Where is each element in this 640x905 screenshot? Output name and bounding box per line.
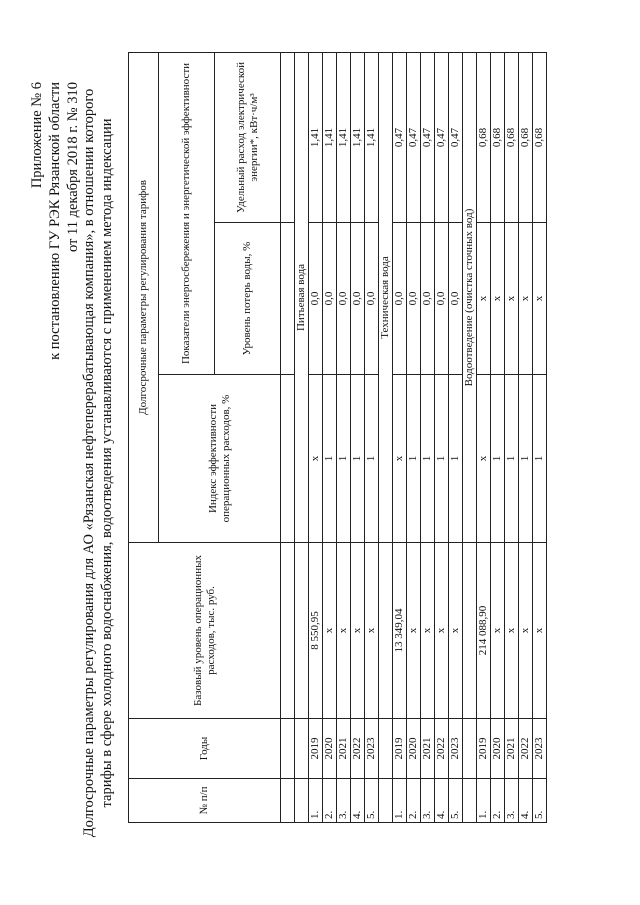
row-year: 2019 <box>309 719 323 779</box>
row-specific-energy: 0,47 <box>435 52 449 222</box>
row-water-loss: x <box>491 223 505 375</box>
row-water-loss: 0,0 <box>435 223 449 375</box>
row-efficiency-index: x <box>393 375 407 543</box>
row-base-cost: x <box>365 543 379 719</box>
row-efficiency-index: x <box>309 375 323 543</box>
table-row <box>337 52 351 822</box>
row-number: 2. <box>491 779 505 823</box>
section-spacer <box>463 543 477 719</box>
row-year: 2021 <box>505 719 519 779</box>
table-row <box>309 52 323 822</box>
row-specific-energy: 1,41 <box>365 52 379 222</box>
header-num: № п/п <box>129 779 281 823</box>
row-water-loss: 0,0 <box>407 223 421 375</box>
table-row <box>477 52 491 822</box>
row-year: 2022 <box>435 719 449 779</box>
row-base-cost: x <box>435 543 449 719</box>
section-title: Техническая вода <box>379 52 393 542</box>
row-efficiency-index: x <box>477 375 491 543</box>
title-line-2: тарифы в сфере холодного водоснабжения, водоотведения устанавливаются с применением метода индексации <box>99 118 115 808</box>
row-efficiency-index: 1 <box>435 375 449 543</box>
section-spacer <box>379 543 393 719</box>
row-number: 4. <box>351 779 365 823</box>
row-specific-energy: 1,41 <box>323 52 337 222</box>
row-water-loss: x <box>505 223 519 375</box>
row-efficiency-index: 1 <box>407 375 421 543</box>
section-row <box>463 52 477 822</box>
section-row <box>295 52 309 822</box>
row-year: 2023 <box>449 719 463 779</box>
table-body <box>295 52 547 822</box>
row-water-loss: 0,0 <box>309 223 323 375</box>
row-water-loss: x <box>533 223 547 375</box>
row-specific-energy: 0,68 <box>505 52 519 222</box>
document-title <box>80 83 116 843</box>
table-row <box>323 52 337 822</box>
row-number: 5. <box>365 779 379 823</box>
header-loss: Уровень потерь воды, % <box>215 223 281 375</box>
row-base-cost: x <box>323 543 337 719</box>
row-year: 2019 <box>393 719 407 779</box>
row-efficiency-index: 1 <box>505 375 519 543</box>
table-row <box>449 52 463 822</box>
row-specific-energy: 0,68 <box>477 52 491 222</box>
row-water-loss: x <box>519 223 533 375</box>
row-efficiency-index: 1 <box>351 375 365 543</box>
section-title: Водоотведение (очистка сточных вод) <box>463 52 477 542</box>
row-base-cost: x <box>491 543 505 719</box>
spacer-cell <box>281 719 295 779</box>
row-specific-energy: 0,47 <box>421 52 435 222</box>
table-row <box>407 52 421 822</box>
row-number: 4. <box>435 779 449 823</box>
table-row <box>491 52 505 822</box>
section-row <box>379 52 393 822</box>
table-row <box>435 52 449 822</box>
title-line-1: Долгосрочные параметры регулирования для АО «Рязанская нефтеперерабатывающая компания», в отношении которого <box>81 88 97 838</box>
header-long-term: Долгосрочные параметры регулирования тарифов <box>129 52 159 542</box>
appendix-block <box>28 82 82 360</box>
header-years: Годы <box>129 719 281 779</box>
row-base-cost: x <box>421 543 435 719</box>
header-index: Индекс эффективности операционных расходов, % <box>159 375 281 543</box>
row-number: 4. <box>519 779 533 823</box>
row-year: 2019 <box>477 719 491 779</box>
spacer-cell <box>281 779 295 823</box>
section-title: Питьевая вода <box>295 52 309 542</box>
row-base-cost: x <box>449 543 463 719</box>
row-base-cost: x <box>407 543 421 719</box>
spacer-cell <box>281 375 295 543</box>
row-year: 2022 <box>351 719 365 779</box>
row-base-cost: x <box>337 543 351 719</box>
row-specific-energy: 0,68 <box>533 52 547 222</box>
row-efficiency-index: 1 <box>421 375 435 543</box>
row-number: 2. <box>407 779 421 823</box>
section-spacer <box>295 719 309 779</box>
parameters-table <box>128 52 547 823</box>
row-base-cost: 13 349,04 <box>393 543 407 719</box>
table-row <box>421 52 435 822</box>
row-efficiency-index: 1 <box>365 375 379 543</box>
appendix-line-3: от 11 декабря 2018 г. № 310 <box>65 82 81 252</box>
appendix-line-2: к постановлению ГУ РЭК Рязанской области <box>47 82 63 360</box>
row-specific-energy: 0,47 <box>407 52 421 222</box>
row-number: 1. <box>309 779 323 823</box>
row-efficiency-index: 1 <box>519 375 533 543</box>
header-energy: Показатели энергосбережения и энергетической эффективности <box>159 52 215 374</box>
section-spacer <box>379 779 393 823</box>
row-year: 2020 <box>491 719 505 779</box>
row-water-loss: 0,0 <box>365 223 379 375</box>
row-base-cost: x <box>351 543 365 719</box>
row-specific-energy: 1,41 <box>337 52 351 222</box>
section-spacer <box>295 543 309 719</box>
row-number: 5. <box>533 779 547 823</box>
row-water-loss: 0,0 <box>351 223 365 375</box>
section-spacer <box>463 779 477 823</box>
row-water-loss: 0,0 <box>337 223 351 375</box>
table-row <box>533 52 547 822</box>
table-row <box>505 52 519 822</box>
row-specific-energy: 1,41 <box>309 52 323 222</box>
row-year: 2020 <box>323 719 337 779</box>
row-water-loss: 0,0 <box>449 223 463 375</box>
row-year: 2021 <box>421 719 435 779</box>
row-specific-energy: 0,68 <box>519 52 533 222</box>
row-number: 1. <box>393 779 407 823</box>
row-specific-energy: 1,41 <box>351 52 365 222</box>
row-specific-energy: 0,68 <box>491 52 505 222</box>
row-specific-energy: 0,47 <box>449 52 463 222</box>
row-water-loss: 0,0 <box>323 223 337 375</box>
row-efficiency-index: 1 <box>323 375 337 543</box>
spacer-cell <box>281 543 295 719</box>
row-number: 2. <box>323 779 337 823</box>
row-base-cost: x <box>505 543 519 719</box>
row-number: 1. <box>477 779 491 823</box>
section-spacer <box>463 719 477 779</box>
table-row <box>393 52 407 822</box>
row-base-cost: x <box>533 543 547 719</box>
row-number: 3. <box>505 779 519 823</box>
row-efficiency-index: 1 <box>337 375 351 543</box>
row-efficiency-index: 1 <box>491 375 505 543</box>
row-specific-energy: 0,47 <box>393 52 407 222</box>
row-year: 2021 <box>337 719 351 779</box>
header-base: Базовый уровень операционных расходов, тыс. руб. <box>129 543 281 719</box>
row-year: 2023 <box>365 719 379 779</box>
row-efficiency-index: 1 <box>533 375 547 543</box>
row-water-loss: 0,0 <box>393 223 407 375</box>
row-base-cost: x <box>519 543 533 719</box>
table-row <box>351 52 365 822</box>
row-base-cost: 8 550,95 <box>309 543 323 719</box>
table-row <box>519 52 533 822</box>
row-base-cost: 214 088,90 <box>477 543 491 719</box>
row-water-loss: 0,0 <box>421 223 435 375</box>
row-efficiency-index: 1 <box>449 375 463 543</box>
section-spacer <box>295 779 309 823</box>
row-number: 3. <box>421 779 435 823</box>
header-specific: Удельный расход электрической энергии*, кВт·ч/м³ <box>215 52 281 222</box>
row-year: 2020 <box>407 719 421 779</box>
row-number: 3. <box>337 779 351 823</box>
row-water-loss: x <box>477 223 491 375</box>
appendix-line-1: Приложение № 6 <box>29 82 45 189</box>
section-spacer <box>379 719 393 779</box>
row-year: 2023 <box>533 719 547 779</box>
table-row <box>365 52 379 822</box>
spacer-cell <box>281 223 295 375</box>
row-number: 5. <box>449 779 463 823</box>
row-year: 2022 <box>519 719 533 779</box>
spacer-cell <box>281 52 295 222</box>
